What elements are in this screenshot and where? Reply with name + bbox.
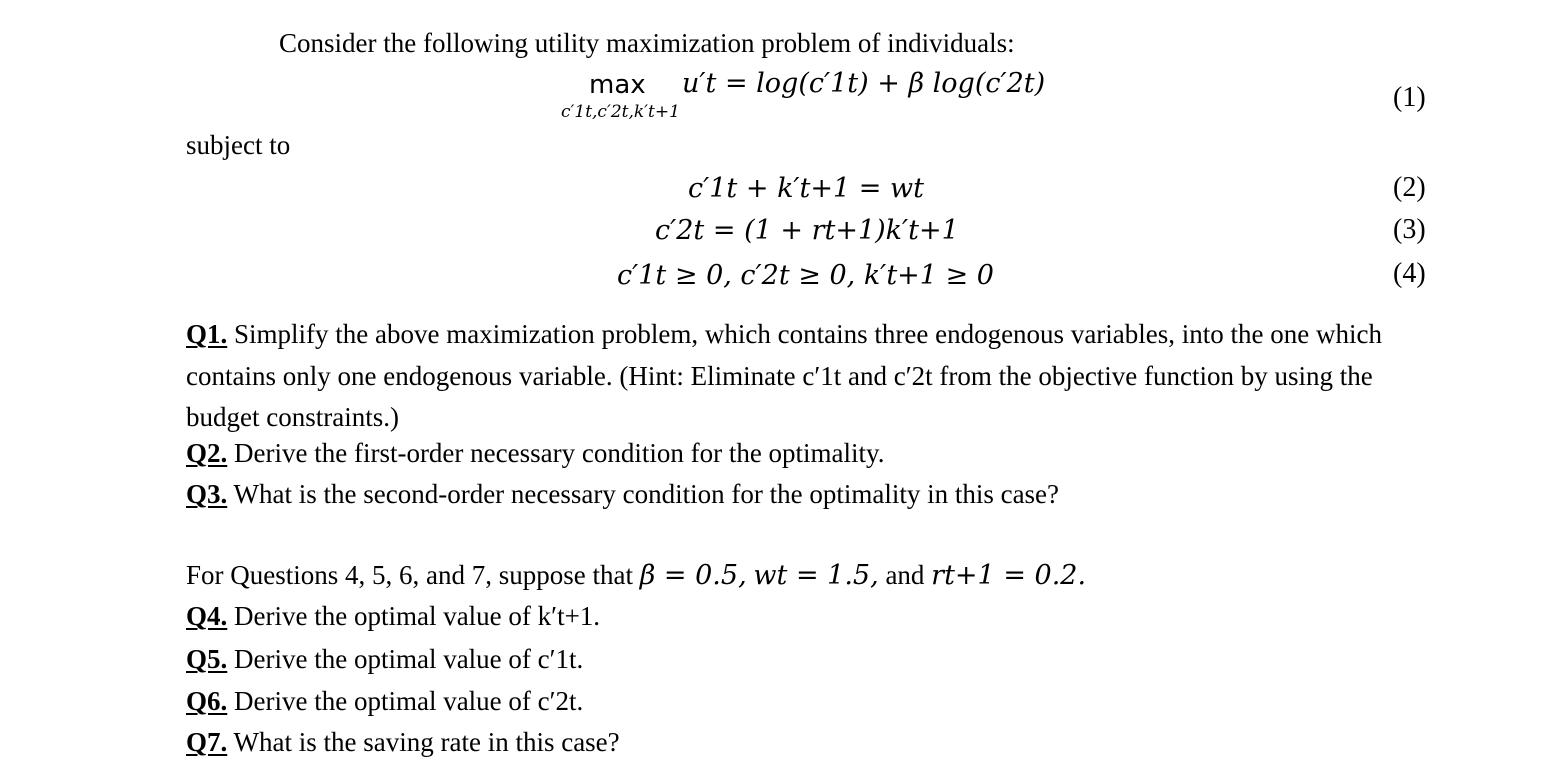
question-2 (186, 440, 885, 467)
interest-rate-value: rt+1 = 0.2. (931, 560, 1087, 591)
equation-3: c′2t = (1 + rt+1)k′t+1 (655, 215, 959, 246)
equation-number-4: (4) (1393, 258, 1426, 289)
max-word: max (589, 70, 646, 100)
question-3-label: Q3. (186, 479, 228, 509)
question-5-label: Q5. (186, 644, 228, 674)
question-1-label: Q1. (186, 319, 228, 349)
equation-number-2: (2) (1393, 172, 1426, 203)
question-7-label: Q7. (186, 727, 228, 757)
question-7-text: What is the saving rate in this case? (233, 727, 620, 757)
equation-1: u′t = log(c′1t) + β log(c′2t) (682, 68, 1046, 99)
question-3-text: What is the second-order necessary condition for the optimality in this case? (233, 479, 1060, 509)
max-subscript: c′1t,c′2t,k′t+1 (561, 102, 680, 122)
equation-number-1: (1) (1393, 82, 1426, 113)
question-6-label: Q6. (186, 686, 228, 716)
question-3 (186, 481, 1059, 508)
question-7 (186, 729, 620, 756)
question-6 (186, 688, 583, 715)
wage-value: wt = 1.5, (753, 560, 879, 591)
equation-number-3: (3) (1393, 214, 1426, 245)
parameters-line (186, 562, 1086, 589)
parameters-prefix: For Questions 4, 5, 6, and 7, suppose that (186, 560, 633, 590)
intro-text: Consider the following utility maximization problem of individuals: (279, 28, 1015, 58)
question-5-text: Derive the optimal value of c′1t. (234, 644, 584, 674)
question-1 (186, 314, 1386, 439)
question-4 (186, 603, 600, 630)
equation-2: c′1t + k′t+1 = wt (688, 173, 924, 204)
beta-value: β = 0.5, (639, 560, 747, 591)
equation-4: c′1t ≥ 0, c′2t ≥ 0, k′t+1 ≥ 0 (617, 260, 994, 291)
question-2-label: Q2. (186, 438, 228, 468)
parameters-and: and (885, 560, 925, 590)
subject-to-label: subject to (186, 130, 291, 160)
question-6-text: Derive the optimal value of c′2t. (234, 686, 584, 716)
question-4-text: Derive the optimal value of k′t+1. (234, 601, 601, 631)
question-5 (186, 646, 583, 673)
question-2-text: Derive the first-order necessary condition for the optimality. (234, 438, 885, 468)
question-1-text: Simplify the above maximization problem, which contains three endogenous variables, into the one which contains only one endogenous variable. (Hint: Eliminate c′1t and c′2t from the objective function by using the budget constraints.) (186, 319, 1382, 432)
question-4-label: Q4. (186, 601, 228, 631)
